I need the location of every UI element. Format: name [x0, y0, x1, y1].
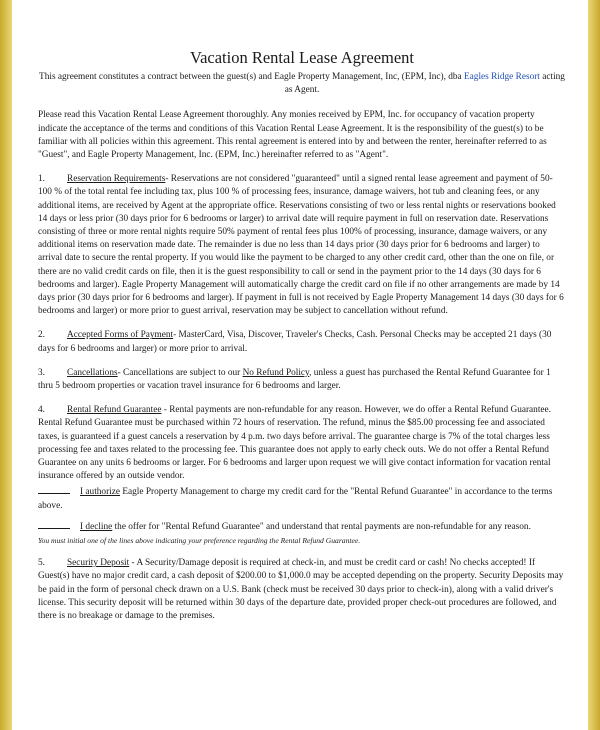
decline-line	[38, 519, 566, 534]
section-heading: Rental Refund Guarantee	[67, 405, 162, 416]
intro-paragraph: Please read this Vacation Rental Lease Agreement thoroughly. Any monies received by EPM, Inc. for occupancy of vacation property indicate the acceptance of the terms and conditions of this Vacation Rental Lease Agreement. It is the responsibility of the guest(s) to be familiar with all policies within this agreement. This rental agreement is entered into by and between the renter, hereinafter referred to as "Guest", and Eagle Property Management, Inc. (EPM, Inc.) hereinafter referred to as "Agent".	[38, 110, 547, 161]
section-number: 2.	[38, 330, 45, 341]
section-body: - Reservations are not considered "guaranteed" until a signed rental lease agreement and payment of 50-100 % of the total rental fee including tax, plus 100 % of processing fees, insurance, damage waivers, hot tub and cleaning fees, or any additional items, are received by Agent at the appropriate office. Reservations consisting of two or less rental nights or reservations booked 14 days or less prior (30 days prior for 6 bedrooms or larger) to arrival date will require payment in full on reservation date. Reservations consisting of three or more rental nights require 50% payment of rental fees plus 100% of processing, insurance, damage waivers, or any additional items on reservation made date. The remainder is due no less than 14 days prior (30 days prior for 6 bedrooms and larger) to arrival date to secure the rental property. If you would like the payment to be charged to any other credit card, other than the one on file, or there are no valid credit cards on file, then it is the guest responsibility to call or send in the payment prior to the 14 days (30 days for 6 bedrooms and larger). Eagle Property Management will automatically charge the credit card on file if no other arrangements are made by 14 days prior (30 days prior for 6 bedrooms and larger). If payment in full is not received by Eagle Property Management 14 days (30 days for 6 bedrooms and larger) or more prior to guest arrival, reservation may be subject to cancellation without refund.	[38, 174, 564, 317]
section-number: 3.	[38, 367, 45, 378]
authorize-initial-field[interactable]	[38, 484, 70, 494]
decline-initial-field[interactable]	[38, 519, 70, 529]
section-body: - Rental payments are non-refundable for any reason. However, we do offer a Rental Refund Guarantee. Rental Refund Guarantee must be purchased within 72 hours of reservation. The refund, minus the $85.00 processing fee and associated taxes, is guaranteed if a guest cancels a reservation by 4 p.m. two days before arrival. The guarantee charge is 7% of the total charges less processing fee and taxes related to the processing fee. This guarantee does not apply to early check outs. We do not offer a Rental Refund Guarantee on any units 6 bedrooms or larger. For 6 bedrooms and larger upon request we will give contact information for vacation rental insurance offered by an outside vendor.	[38, 405, 551, 482]
section-number: 1.	[38, 174, 45, 185]
authorize-lead: I authorize	[80, 487, 121, 498]
section-body: - Cancellations are subject to our	[117, 367, 243, 378]
section-body-end: , unless a guest has purchased the Rental Refund Guarantee for 1 thru 5 bedroom properties or vacation travel insurance for 6 bedrooms and larger.	[38, 367, 551, 392]
resort-link[interactable]: Eagles Ridge Resort	[463, 72, 540, 82]
subtitle-text-end: acting as Agent.	[284, 72, 565, 96]
subtitle-text: This agreement constitutes a contract between the guest(s) and Eagle Property Management, Inc, (EPM, Inc), dba	[39, 72, 464, 82]
decline-text: the offer for "Rental Refund Guarantee" and understand that rental payments are non-refundable for any reason.	[112, 521, 531, 532]
no-refund-policy: No Refund Policy	[242, 367, 310, 378]
section-heading: Accepted Forms of Payment	[67, 330, 174, 341]
section-number: 5.	[38, 558, 45, 569]
section-heading: Cancellations	[67, 367, 118, 378]
section-heading: Security Deposit	[67, 558, 130, 569]
section-body: - MasterCard, Visa, Discover, Traveler's Checks, Cash. Personal Checks may be accepted 21 days (30 days for 6 bedrooms and larger) or more prior to arrival.	[38, 330, 552, 354]
document-content	[38, 48, 566, 634]
section-number: 4.	[38, 405, 45, 416]
section-rental-refund-guarantee	[38, 404, 566, 483]
section-body: - A Security/Damage deposit is required at check-in, and must be credit card or cash! No checks accepted! If Guest(s) have no major credit card, a cash deposit of $200.00 to $1,000.0 may be accepted depending on the property. Security Deposits may be paid in the form of personal check drawn on a U.S. Bank (check must be received 30 days prior to check-in), along with a valid driver's license. This security deposit will be returned within 30 days of the departure date, provided proper check-out procedures are followed, and there is no breakage or damage to the premises.	[38, 558, 564, 621]
section-accepted-payment	[38, 329, 566, 355]
section-heading: Reservation Requirements	[67, 174, 166, 185]
document-subtitle	[38, 71, 566, 97]
authorize-text: Eagle Property Management to charge my credit card for the "Rental Refund Guarantee" in accordance to the terms above.	[38, 487, 553, 511]
authorize-line	[38, 484, 566, 512]
document-title: Vacation Rental Lease Agreement	[189, 48, 415, 67]
decline-lead: I decline	[80, 521, 113, 532]
initial-note: You must initial one of the lines above indicating your preference regarding the Rental Refund Guarantee.	[38, 536, 361, 546]
section-cancellations	[38, 367, 566, 393]
section-reservation-requirements	[38, 173, 566, 318]
document-page	[12, 0, 588, 730]
section-security-deposit	[38, 557, 566, 623]
